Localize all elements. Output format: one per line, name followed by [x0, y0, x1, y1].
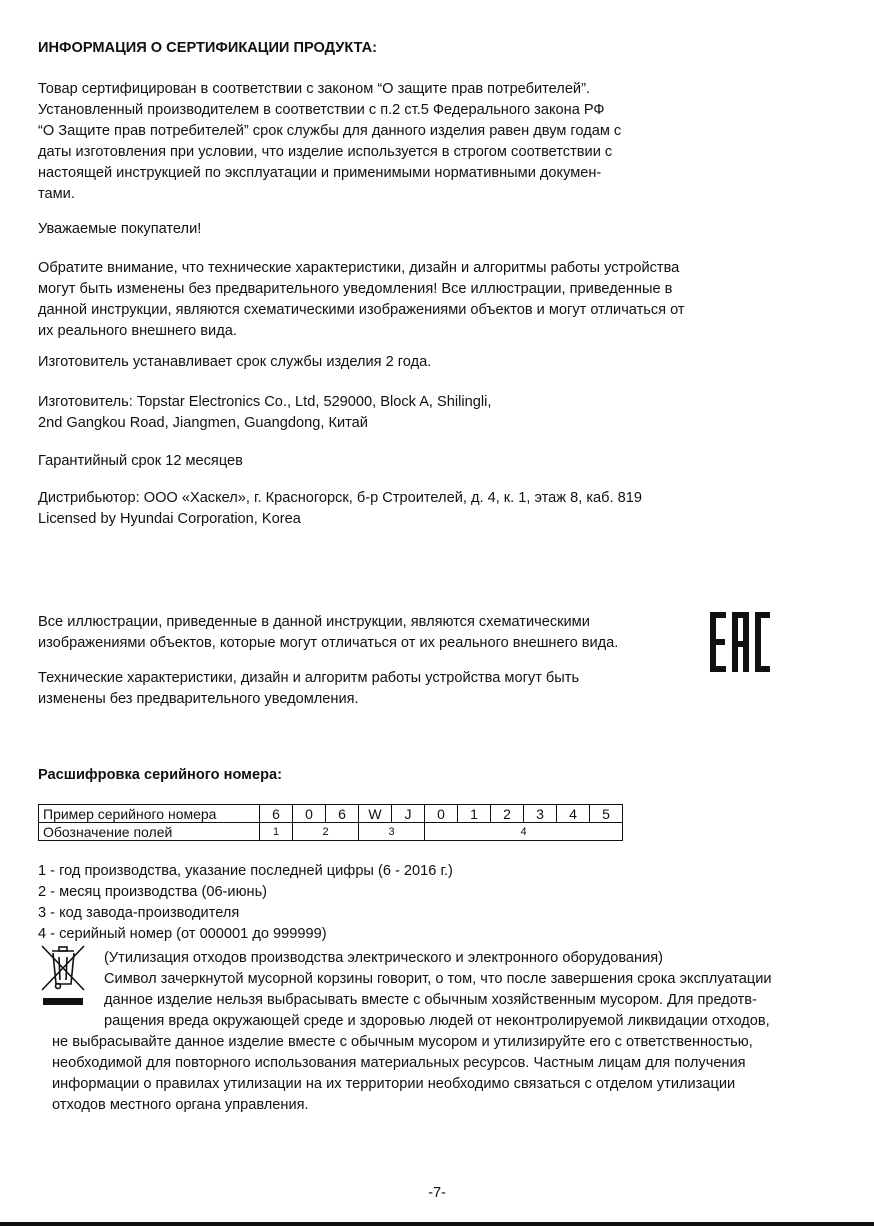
serial-digit: 6	[326, 805, 359, 823]
text-line: 3 - код завода-производителя	[38, 905, 240, 921]
disposal-text-indented	[104, 948, 772, 1032]
serial-digit: 0	[293, 805, 326, 823]
text-line: Дистрибьютор: ООО «Хаскел», г. Красногорск, б-р Строителей, д. 4, к. 1, этаж 8, каб. 819	[38, 490, 642, 506]
serial-digit: J	[392, 805, 425, 823]
text-line: настоящей инструкцией по эксплуатации и применимыми нормативными докумен-	[38, 165, 602, 181]
text-line: отходов местного органа управления.	[52, 1097, 309, 1113]
serial-digit: 2	[491, 805, 524, 823]
greeting: Уважаемые покупатели!	[38, 221, 202, 237]
serial-digit: 1	[458, 805, 491, 823]
service-life-text: Изготовитель устанавливает срок службы изделия 2 года.	[38, 354, 432, 370]
text-line: их реального внешнего вида.	[38, 323, 237, 339]
certification-section	[38, 38, 621, 205]
serial-heading: Расшифровка серийного номера:	[38, 767, 282, 783]
text-line: необходимой для повторного использования материальных ресурсов. Частным лицам для получения	[52, 1055, 746, 1071]
table-row	[39, 805, 623, 823]
text-line: данной инструкции, являются схематическими изображениями объектов и могут отличаться от	[38, 302, 685, 318]
text-line: Товар сертифицирован в соответствии с законом “О защите прав потребителей”.	[38, 81, 590, 97]
text-line: тами.	[38, 186, 75, 202]
serial-digit: 0	[425, 805, 458, 823]
eac-mark-icon	[708, 610, 772, 674]
table-row	[39, 823, 623, 841]
text-line: 2 - месяц производства (06-июнь)	[38, 884, 268, 900]
serial-digit: 6	[260, 805, 293, 823]
serial-table	[38, 804, 623, 841]
text-line: могут быть изменены без предварительного уведомления! Все иллюстрации, приведенные в	[38, 281, 673, 297]
text-line: 1 - год производства, указание последней цифры (6 - 2016 г.)	[38, 863, 453, 879]
text-line: Licensed by Hyundai Corporation, Korea	[38, 511, 301, 527]
specs-text	[38, 668, 579, 710]
text-line: изображениями объектов, которые могут отличаться от их реального внешнего вида.	[38, 635, 619, 651]
text-line: Установленный производителем в соответствии с п.2 ст.5 Федерального закона РФ	[38, 102, 605, 118]
field-group: 2	[293, 823, 359, 841]
text-line: ращения вреда окружающей среде и здоровью людей от неконтролируемой ликвидации отходов,	[104, 1013, 770, 1029]
example-label: Пример серийного номера	[39, 805, 260, 823]
text-line: изменены без предварительного уведомления.	[38, 691, 359, 707]
serial-legend	[38, 861, 453, 945]
manufacturer-text	[38, 392, 491, 434]
certification-text	[38, 79, 621, 205]
disposal-text	[52, 1032, 753, 1116]
field-group: 1	[260, 823, 293, 841]
fields-label: Обозначение полей	[39, 823, 260, 841]
text-line: информации о правилах утилизации на их территории необходимо связаться с отделом утилизации	[52, 1076, 736, 1092]
text-line: данное изделие нельзя выбрасывать вместе с обычным хозяйственным мусором. Для предотв-	[104, 992, 757, 1008]
text-line: не выбрасывайте данное изделие вместе с обычным мусором и утилизируйте его с ответственностью,	[52, 1034, 753, 1050]
distributor-text	[38, 488, 642, 530]
serial-digit: 4	[557, 805, 590, 823]
page-number: -7-	[428, 1185, 446, 1201]
serial-digit: 5	[590, 805, 623, 823]
warranty-text: Гарантийный срок 12 месяцев	[38, 453, 243, 469]
certification-heading: ИНФОРМАЦИЯ О СЕРТИФИКАЦИИ ПРОДУКТА:	[38, 40, 377, 56]
footer-rule	[0, 1222, 874, 1226]
text-line: “О Защите прав потребителей” срок службы для данного изделия равен двум годам с	[38, 123, 622, 139]
text-line: 2nd Gangkou Road, Jiangmen, Guangdong, Китай	[38, 415, 368, 431]
text-line: Символ зачеркнутой мусорной корзины говорит, о том, что после завершения срока эксплуатации	[104, 971, 772, 987]
text-line: (Утилизация отходов производства электрического и электронного оборудования)	[104, 950, 663, 966]
field-group: 3	[359, 823, 425, 841]
text-line: Изготовитель: Topstar Electronics Co., Ltd, 529000, Block A, Shilingli,	[38, 394, 492, 410]
text-line: Технические характеристики, дизайн и алгоритм работы устройства могут быть	[38, 670, 580, 686]
crossed-bin-icon	[40, 944, 86, 1006]
field-group: 4	[425, 823, 623, 841]
text-line: Все иллюстрации, приведенные в данной инструкции, являются схематическими	[38, 614, 590, 630]
serial-digit: W	[359, 805, 392, 823]
text-line: даты изготовления при условии, что изделие используется в строгом соответствии с	[38, 144, 613, 160]
text-line: Обратите внимание, что технические характеристики, дизайн и алгоритмы работы устройства	[38, 260, 680, 276]
text-line: 4 - серийный номер (от 000001 до 999999)	[38, 926, 327, 942]
illustrations-text	[38, 612, 618, 654]
serial-digit: 3	[524, 805, 557, 823]
notice-text	[38, 258, 685, 342]
